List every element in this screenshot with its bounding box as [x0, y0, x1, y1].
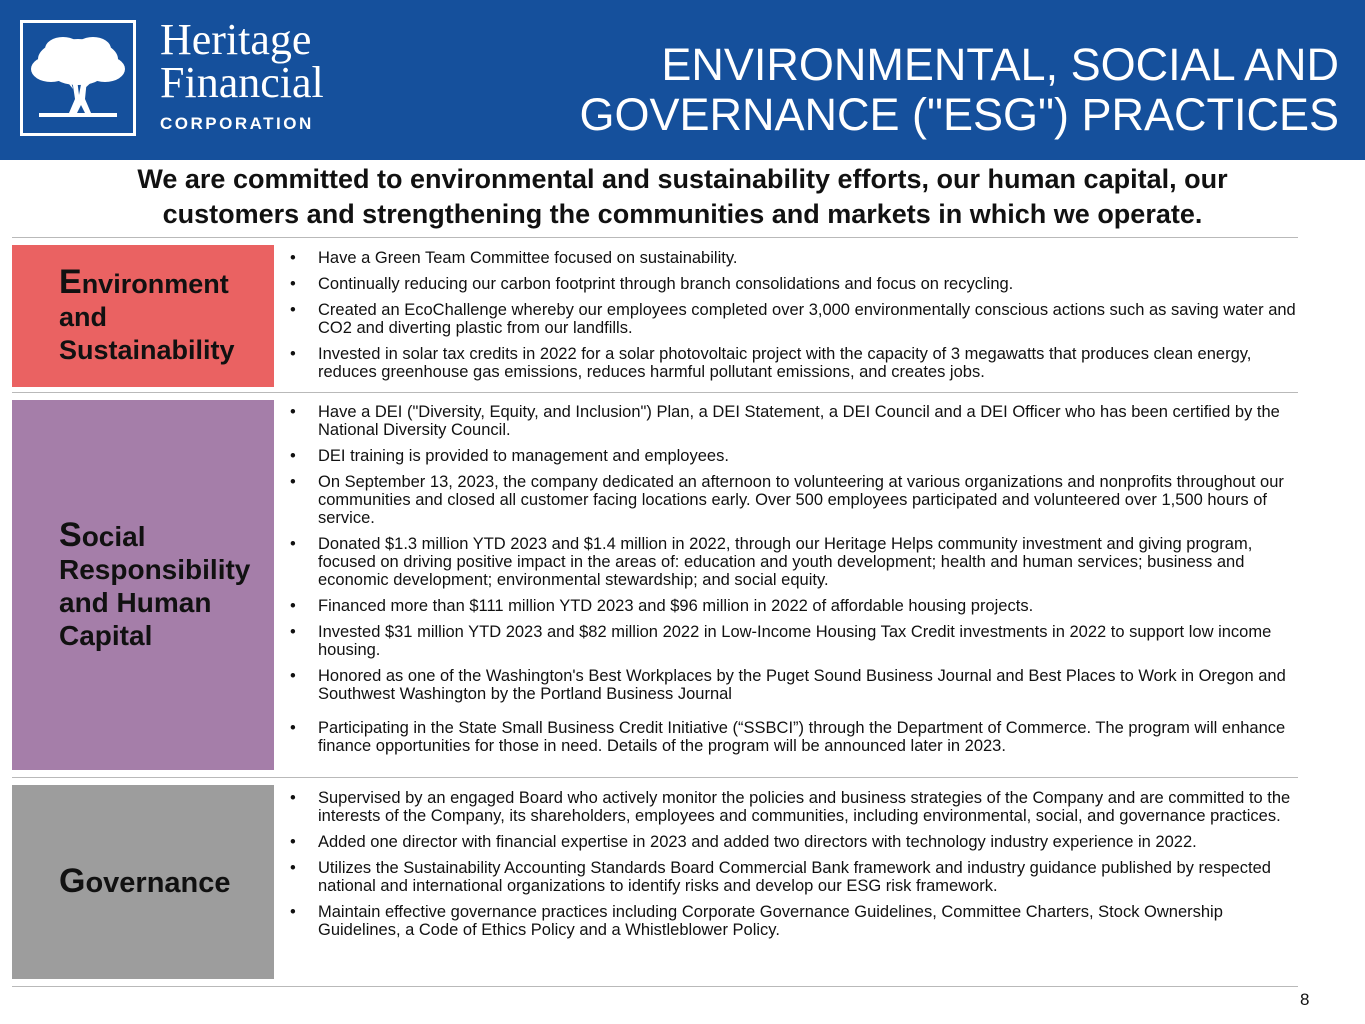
social-label-line: Capital	[59, 619, 153, 651]
social-bullet: • DEI training is provided to management and employees.	[290, 447, 1300, 465]
social-bullet: • Have a DEI ("Diversity, Equity, and Inclusion") Plan, a DEI Statement, a DEI Council and a DEI Officer who has been certified by the National Diversity Council.	[290, 403, 1300, 439]
environment-label-line: and	[59, 301, 108, 332]
wordmark-financial: Financial	[160, 58, 324, 107]
governance-label-first-line	[59, 863, 274, 901]
social-label-first-line	[59, 515, 274, 554]
wordmark-corporation: CORPORATION	[160, 114, 314, 133]
social-bullet: • Donated $1.3 million YTD 2023 and $1.4 million in 2022, through our Heritage Helps community investment and giving program, focused on driving positive impact in the areas of: education and youth development; health and human services; business and economic development; environmental stewardship; and social equity.	[290, 535, 1300, 589]
environment-bullet-list	[290, 249, 1300, 389]
environment-label-cap: E	[59, 262, 82, 301]
commitment-statement	[30, 162, 1335, 232]
logo-mark	[20, 20, 136, 136]
environment-bullet: • Created an EcoChallenge whereby our employees completed over 3,000 environmentally conscious actions such as saving water and CO2 and diverting plastic from our landfills.	[290, 301, 1300, 337]
social-bullet: • Participating in the State Small Business Credit Initiative (“SSBCI”) through the Department of Commerce. The program will enhance finance opportunities for those in need. Details of the program will be announced later in 2023.	[290, 719, 1300, 755]
social-bullet: • Honored as one of the Washington's Best Workplaces by the Puget Sound Business Journal and Best Places to Work in Oregon and Southwest Washington by the Portland Business Journal	[290, 667, 1300, 703]
environment-label-line: Sustainability	[59, 334, 235, 365]
social-label-line: and Human	[59, 586, 212, 618]
environment-label-rest: nvironment	[81, 268, 229, 299]
subtitle-line-2: customers and strengthening the communities and markets in which we operate.	[162, 199, 1203, 229]
environment-label-first-line	[59, 262, 274, 301]
tree-icon	[25, 25, 131, 131]
page-title	[439, 40, 1339, 140]
social-label-line: Responsibility	[59, 553, 251, 585]
title-line-1: ENVIRONMENTAL, SOCIAL AND	[661, 39, 1339, 90]
divider-social-governance	[12, 777, 1298, 778]
governance-bullet-list	[290, 789, 1300, 947]
governance-bullet: • Added one director with financial expertise in 2023 and added two directors with technology industry experience in 2022.	[290, 833, 1300, 851]
company-wordmark	[160, 15, 324, 134]
subtitle-line-1: We are committed to environmental and sustainability efforts, our human capital, our	[137, 164, 1228, 194]
environment-label-panel	[12, 245, 274, 387]
header-banner	[0, 0, 1365, 160]
governance-label-rest: overnance	[85, 867, 231, 899]
social-label-panel	[12, 400, 274, 770]
social-bullet-list	[290, 403, 1300, 763]
governance-label-cap: G	[59, 862, 86, 900]
governance-bullet: • Maintain effective governance practices including Corporate Governance Guidelines, Committee Charters, Stock Ownership Guidelines, a Code of Ethics Policy and a Whistleblower Policy.	[290, 903, 1300, 939]
wordmark-heritage: Heritage	[160, 15, 312, 64]
governance-label-panel	[12, 785, 274, 979]
environment-bullet: • Have a Green Team Committee focused on sustainability.	[290, 249, 1300, 267]
social-bullet: • Invested $31 million YTD 2023 and $82 million 2022 in Low-Income Housing Tax Credit investments in 2022 to support low income housing.	[290, 623, 1300, 659]
social-bullet: • On September 13, 2023, the company dedicated an afternoon to volunteering at various organizations and nonprofits throughout our communities and closed all customer facing locations early. Over 500 employees participated and volunteered over 1,500 hours of service.	[290, 473, 1300, 527]
social-bullet: • Financed more than $111 million YTD 2023 and $96 million in 2022 of affordable housing projects.	[290, 597, 1300, 615]
governance-bullet: • Supervised by an engaged Board who actively monitor the policies and business strategies of the Company and are committed to the interests of the Company, its shareholders, employees and communities, including environmental, social, and governance practices.	[290, 789, 1300, 825]
governance-bullet: • Utilizes the Sustainability Accounting Standards Board Commercial Bank framework and industry guidance published by respected national and international organizations to identify risks and develop our ESG risk framework.	[290, 859, 1300, 895]
social-label-cap: S	[59, 515, 82, 554]
social-label-rest: ocial	[81, 520, 146, 552]
divider-bottom	[12, 986, 1298, 987]
divider-env-social	[12, 392, 1298, 393]
environment-bullet: • Continually reducing our carbon footprint through branch consolidations and focus on recycling.	[290, 275, 1300, 293]
environment-bullet: • Invested in solar tax credits in 2022 for a solar photovoltaic project with the capacity of 3 megawatts that produces clean energy, reduces greenhouse gas emissions, reduces harmful pollutant emissions, and creates jobs.	[290, 345, 1300, 381]
title-line-2: GOVERNANCE ("ESG") PRACTICES	[579, 89, 1339, 140]
divider-top	[12, 237, 1298, 238]
page-number: 8	[1300, 990, 1310, 1009]
